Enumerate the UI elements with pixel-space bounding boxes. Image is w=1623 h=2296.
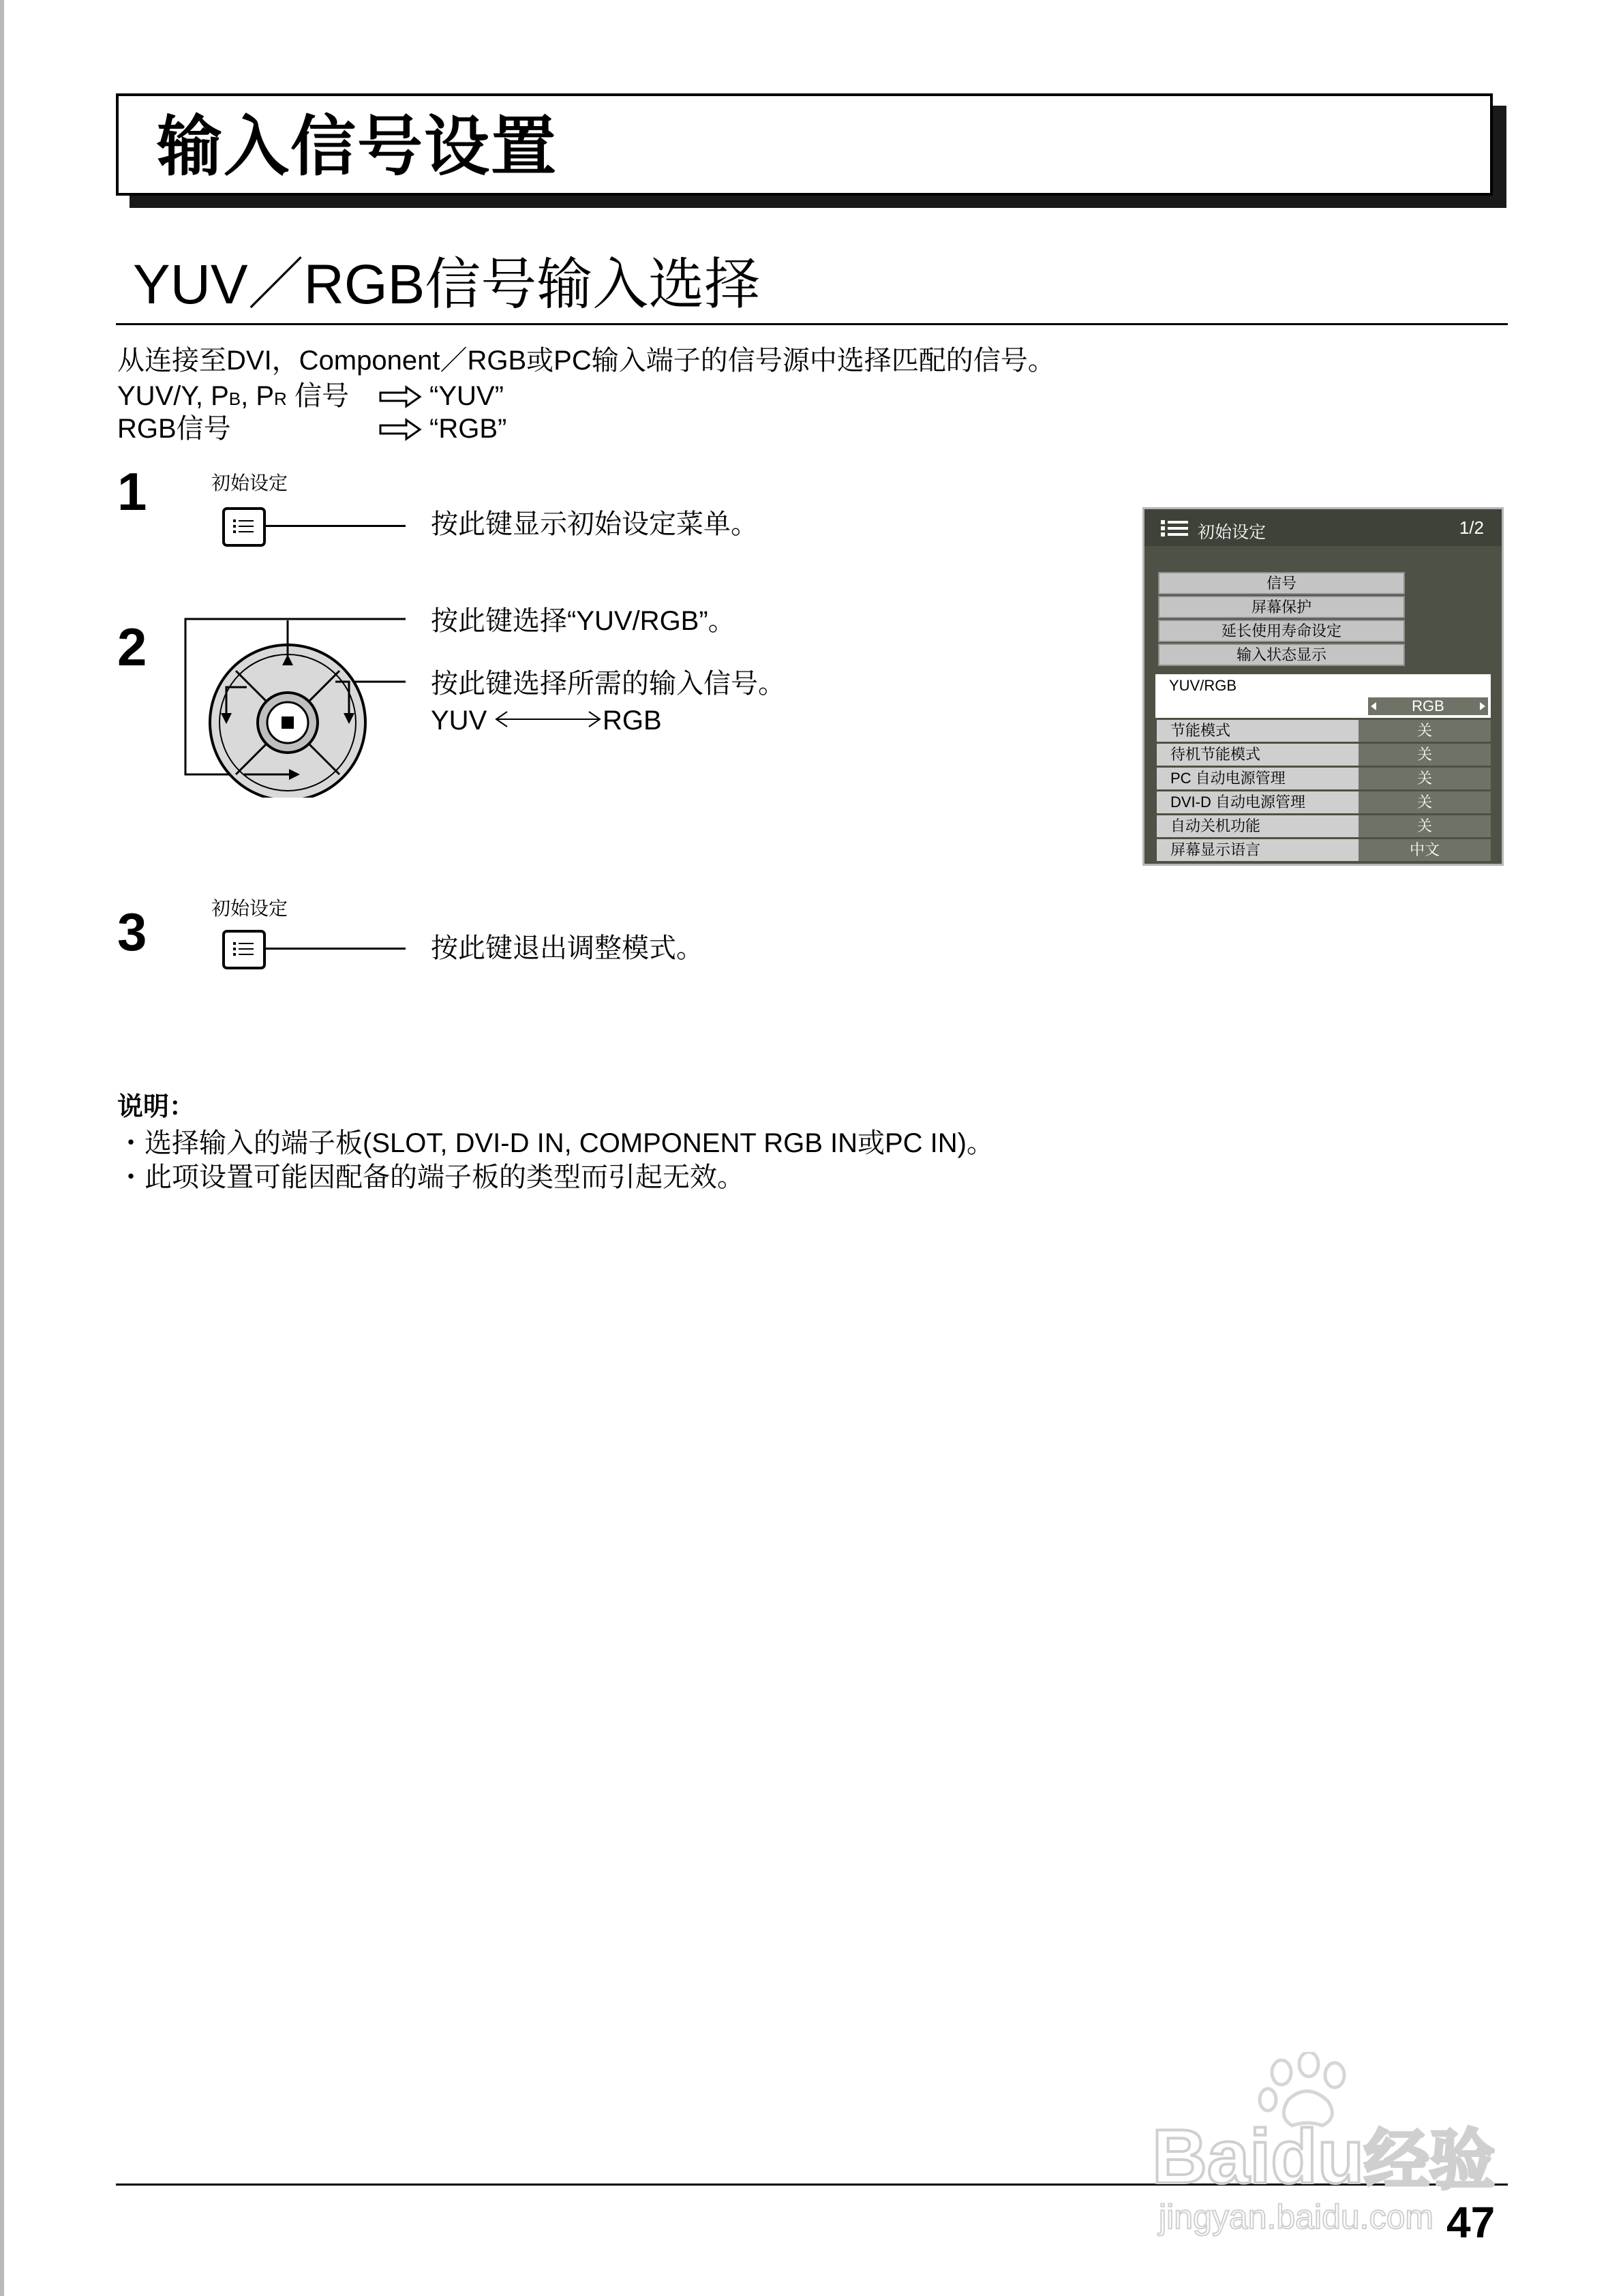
triangle-right-icon (1480, 702, 1485, 710)
osd-button-lifetime[interactable]: 延长使用寿命设定 (1158, 620, 1405, 642)
osd-title: 初始设定 (1198, 523, 1266, 542)
osd-row-value: 关 (1359, 744, 1491, 766)
menu-key-button[interactable] (222, 507, 266, 547)
watermark-brand: Bai (1152, 2114, 1271, 2199)
yuv-sub-b: B (228, 389, 241, 409)
menu-list-icon (225, 933, 263, 967)
yuv-suffix: 信号 (286, 381, 349, 411)
option-rgb: RGB (603, 706, 662, 736)
title-box (116, 93, 1493, 196)
osd-row-value: 中文 (1359, 839, 1491, 861)
osd-button-input-status[interactable]: 输入状态显示 (1158, 644, 1405, 666)
osd-header (1144, 509, 1502, 546)
double-arrow-icon (494, 709, 603, 729)
intro-line: 从连接至DVI，Component／RGB或PC输入端子的信号源中选择匹配的信号。 (117, 346, 1055, 376)
menu-key-label: 初始设定 (211, 472, 288, 494)
menu-list-icon (225, 510, 263, 544)
page-title: 输入信号设置 (157, 110, 558, 183)
watermark-brand2: du (1271, 2114, 1365, 2199)
menu-list-icon (1159, 519, 1191, 538)
intro-yuv-label (117, 379, 349, 416)
osd-button-screensaver[interactable]: 屏幕保护 (1158, 596, 1405, 618)
arrow-right-icon (379, 385, 423, 408)
section-title: YUV／RGB信号输入选择 (133, 254, 761, 316)
osd-row-label: 待机节能模式 (1157, 744, 1359, 766)
watermark-url: jingyan.baidu.com (1159, 2198, 1434, 2236)
osd-page: 1/2 (1459, 517, 1484, 538)
osd-selected-label: YUV/RGB (1169, 677, 1237, 694)
osd-selected-value[interactable] (1368, 697, 1488, 715)
yuv-prefix: YUV/Y, P (117, 381, 229, 411)
page-edge (0, 0, 4, 2296)
remote-dpad-icon[interactable] (179, 614, 410, 798)
step-number: 2 (117, 617, 147, 677)
page-number: 47 (1446, 2198, 1496, 2247)
section-divider (116, 323, 1508, 325)
osd-selected-row[interactable] (1155, 674, 1491, 718)
osd-row[interactable] (1157, 791, 1491, 813)
step3-text: 按此键退出调整模式。 (431, 933, 703, 963)
step1-text: 按此键显示初始设定菜单。 (431, 509, 758, 539)
osd-row-label: DVI-D 自动电源管理 (1157, 791, 1359, 813)
osd-row-value: 关 (1359, 720, 1491, 742)
step-number: 1 (117, 462, 147, 522)
menu-key-button[interactable] (222, 930, 266, 969)
osd-row-label: 自动关机功能 (1157, 815, 1359, 837)
osd-row-label: 屏幕显示语言 (1157, 839, 1359, 861)
osd-row-value: 关 (1359, 768, 1491, 789)
osd-menu (1142, 507, 1504, 866)
osd-row-value: 关 (1359, 815, 1491, 837)
osd-row-value: 关 (1359, 791, 1491, 813)
yuv-comma: , P (241, 381, 275, 411)
osd-row-label: PC 自动电源管理 (1157, 768, 1359, 789)
rgb-result: “RGB” (429, 414, 507, 444)
triangle-left-icon (1371, 702, 1376, 710)
step2-text-up-down: 按此键选择“YUV/RGB”。 (431, 606, 735, 636)
yuv-sub-r: R (274, 389, 287, 409)
osd-row[interactable] (1157, 768, 1491, 789)
watermark-brand3: 经验 (1364, 2124, 1496, 2197)
arrow-right-icon (379, 418, 423, 441)
menu-key-label: 初始设定 (211, 898, 288, 919)
step2-text-left-right: 按此键选择所需的输入信号。 (431, 669, 785, 699)
note-item: ・此项设置可能因配备的端子板的类型而引起无效。 (117, 1162, 744, 1192)
intro-rgb-label: RGB信号 (117, 414, 231, 444)
osd-row[interactable] (1157, 839, 1491, 861)
option-yuv: YUV (431, 706, 487, 736)
leader-line (266, 948, 406, 950)
yuv-result: “YUV” (429, 381, 504, 411)
osd-row[interactable] (1157, 720, 1491, 742)
osd-row[interactable] (1157, 744, 1491, 766)
notes-title: 说明： (117, 1093, 196, 1121)
osd-row-label: 节能模式 (1157, 720, 1359, 742)
osd-row[interactable] (1157, 815, 1491, 837)
note-item: ・选择输入的端子板(SLOT, DVI-D IN, COMPONENT RGB IN或PC IN)。 (117, 1128, 994, 1158)
step-number: 3 (117, 902, 147, 962)
osd-selected-value-text: RGB (1412, 697, 1444, 714)
leader-line (266, 525, 406, 527)
osd-button-signal[interactable]: 信号 (1158, 572, 1405, 594)
